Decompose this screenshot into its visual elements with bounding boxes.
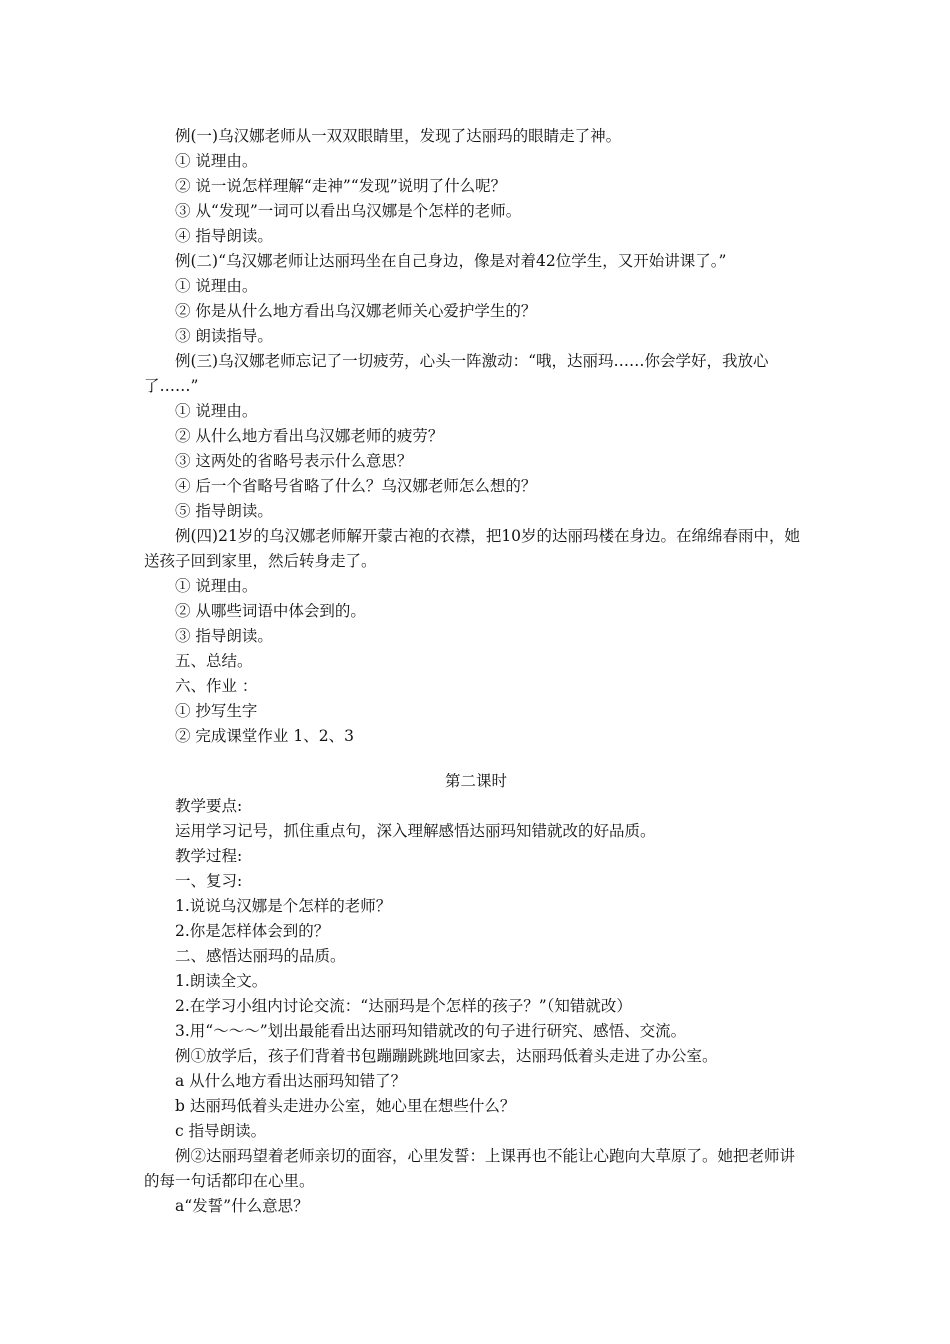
spacer bbox=[144, 749, 808, 769]
paragraph: 教学要点: bbox=[175, 797, 243, 815]
paragraph: 运用学习记号，抓住重点句，深入理解感悟达丽玛知错就改的好品质。 bbox=[175, 822, 656, 840]
paragraph: 2.在学习小组内讨论交流：“达丽玛是个怎样的孩子？”（知错就改） bbox=[175, 997, 632, 1015]
paragraph: 例②达丽玛望着老师亲切的面容，心里发誓：上课再也不能让心跑向大草原了。她把老师讲的每一句话都印在心里。 bbox=[144, 1147, 796, 1190]
paragraph: ① 说理由。 bbox=[175, 577, 258, 595]
paragraph: ④ 指导朗读。 bbox=[175, 227, 273, 245]
section-heading: 五、总结。 bbox=[175, 652, 253, 670]
paragraph: ② 从哪些词语中体会到的。 bbox=[175, 602, 366, 620]
section-heading: 一、复习: bbox=[175, 872, 243, 890]
paragraph: 例(三)乌汉娜老师忘记了一切疲劳，心头一阵激动：“哦，达丽玛……你会学好，我放心了……” bbox=[144, 352, 769, 395]
paragraph: ③ 朗读指导。 bbox=[175, 327, 273, 345]
section-heading: 二、感悟达丽玛的品质。 bbox=[175, 947, 346, 965]
paragraph: 例(四)21岁的乌汉娜老师解开蒙古袍的衣襟，把10岁的达丽玛楼在身边。在绵绵春雨中，她送孩子回到家里，然后转身走了。 bbox=[144, 527, 801, 570]
paragraph: ⑤ 指导朗读。 bbox=[175, 502, 273, 520]
paragraph: ③ 指导朗读。 bbox=[175, 627, 273, 645]
section-heading: 六、作业 ： bbox=[175, 677, 258, 695]
paragraph: ① 说理由。 bbox=[175, 402, 258, 420]
paragraph: 教学过程: bbox=[175, 847, 243, 865]
paragraph: ① 说理由。 bbox=[175, 152, 258, 170]
paragraph: 2.你是怎样体会到的？ bbox=[175, 922, 330, 940]
paragraph: 1.说说乌汉娜是个怎样的老师？ bbox=[175, 897, 392, 915]
paragraph: ① 说理由。 bbox=[175, 277, 258, 295]
paragraph: ② 说一说怎样理解“走神”“发现”说明了什么呢？ bbox=[175, 177, 507, 195]
paragraph: 例①放学后，孩子们背着书包蹦蹦跳跳地回家去，达丽玛低着头走进了办公室。 bbox=[175, 1047, 718, 1065]
paragraph: ② 从什么地方看出乌汉娜老师的疲劳？ bbox=[175, 427, 444, 445]
lesson-title: 第二课时 bbox=[444, 772, 507, 790]
paragraph: ③ 从“发现”一词可以看出乌汉娜是个怎样的老师。 bbox=[175, 202, 522, 220]
paragraph: ① 抄写生字 bbox=[175, 702, 258, 720]
paragraph: ④ 后一个省略号省略了什么？乌汉娜老师怎么想的？ bbox=[175, 477, 537, 495]
paragraph: a 从什么地方看出达丽玛知错了？ bbox=[175, 1072, 407, 1090]
paragraph: 1.朗读全文。 bbox=[175, 972, 268, 990]
paragraph: ② 你是从什么地方看出乌汉娜老师关心爱护学生的？ bbox=[175, 302, 537, 320]
paragraph: a“发誓”什么意思？ bbox=[175, 1197, 309, 1215]
paragraph: 例(二)“乌汉娜老师让达丽玛坐在自己身边，像是对着42位学生，又开始讲课了。” bbox=[175, 252, 727, 270]
paragraph: ② 完成课堂作业 1、2、3 bbox=[175, 727, 354, 745]
paragraph: b 达丽玛低着头走进办公室，她心里在想些什么？ bbox=[175, 1097, 516, 1115]
document-body bbox=[144, 124, 808, 1219]
paragraph: ③ 这两处的省略号表示什么意思？ bbox=[175, 452, 413, 470]
paragraph: 例(一)乌汉娜老师从一双双眼睛里，发现了达丽玛的眼睛走了神。 bbox=[175, 127, 622, 145]
paragraph: c 指导朗读。 bbox=[175, 1122, 267, 1140]
paragraph: 3.用“～～～”划出最能看出达丽玛知错就改的句子进行研究、感悟、交流。 bbox=[175, 1022, 687, 1040]
